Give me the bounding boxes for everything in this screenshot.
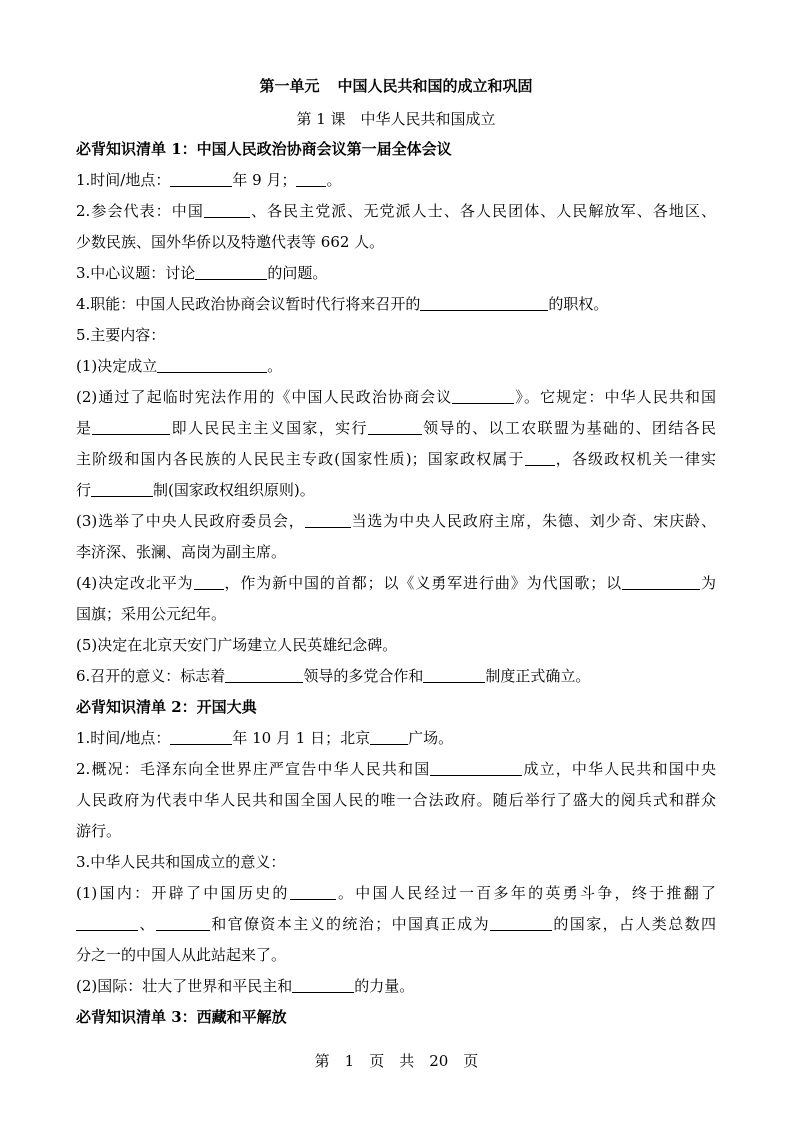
text-segment: 领导的、以工农联盟为基础的、团结各民 <box>421 419 716 437</box>
text-line <box>76 940 716 971</box>
fill-in-blank[interactable] <box>290 884 336 900</box>
text-line <box>76 196 716 227</box>
text-segment: 、各民主党派、无党派人士、各人民团体、人民解放军、各地区、 <box>249 202 716 220</box>
text-segment: (5)决定在北京天安门广场建立人民英雄纪念碑。 <box>76 636 398 654</box>
fill-in-blank[interactable] <box>420 295 548 311</box>
fill-in-blank[interactable] <box>370 729 408 745</box>
text-line <box>76 227 716 258</box>
fill-in-blank[interactable] <box>170 171 232 187</box>
text-line <box>76 413 716 444</box>
text-line <box>76 382 716 413</box>
page-footer: 第 1 页 共 20 页 <box>314 1052 479 1070</box>
fill-in-blank[interactable] <box>92 419 170 435</box>
fill-in-blank[interactable] <box>622 574 700 590</box>
text-segment: 行 <box>76 481 92 499</box>
fill-in-blank[interactable] <box>204 202 250 218</box>
text-segment: ，作为新中国的首都；以《义勇军进行曲》为代国歌；以 <box>223 574 623 592</box>
text-segment: 国旗；采用公元纪年。 <box>76 605 227 623</box>
text-line <box>76 258 716 289</box>
text-segment: 》。它规定：中华人民共和国 <box>514 388 716 406</box>
text-line <box>76 847 716 878</box>
text-line <box>76 661 716 692</box>
text-segment: 、 <box>138 915 156 933</box>
text-segment: 必背知识清单 1：中国人民政治协商会议第一届全体会议 <box>76 140 452 158</box>
unit-label: 第一单元 <box>259 77 320 95</box>
text-segment: 年 10 月 1 日；北京 <box>232 729 371 747</box>
text-segment: 的职权。 <box>548 295 609 313</box>
text-segment: 。中国人民经过一百多年的英勇斗争，终于推翻了 <box>335 884 716 902</box>
text-segment: 。 <box>326 171 342 189</box>
text-segment: 1.时间/地点： <box>76 171 171 189</box>
fill-in-blank[interactable] <box>296 171 326 187</box>
text-line <box>76 506 716 537</box>
text-segment: (1)国内：开辟了中国历史的 <box>76 884 290 902</box>
text-line <box>76 878 716 909</box>
text-segment: (3)选举了中央人民政府委员会， <box>76 512 305 530</box>
text-segment: (2)通过了起临时宪法作用的《中国人民政治协商会议 <box>76 388 453 406</box>
text-line <box>76 475 716 506</box>
text-segment: 年 9 月； <box>232 171 297 189</box>
text-line <box>76 320 716 351</box>
text-line <box>76 630 716 661</box>
fill-in-blank[interactable] <box>305 512 351 528</box>
text-segment: (4)决定改北平为 <box>76 574 194 592</box>
text-line <box>76 971 716 1002</box>
fill-in-blank[interactable] <box>368 419 422 435</box>
text-line <box>76 785 716 816</box>
fill-in-blank[interactable] <box>490 915 552 931</box>
text-line <box>76 599 716 630</box>
fill-in-blank[interactable] <box>452 388 514 404</box>
fill-in-blank[interactable] <box>76 915 138 931</box>
text-line <box>76 568 716 599</box>
section-heading <box>76 692 716 723</box>
text-segment: 6.召开的意义：标志着 <box>76 667 226 685</box>
text-segment: 制度正式确立。 <box>485 667 591 685</box>
text-segment: 即人民民主主义国家，实行 <box>170 419 368 437</box>
unit-topic: 中国人民共和国的成立和巩固 <box>337 77 533 95</box>
text-segment: 2.概况：毛泽东向全世界庄严宣告中华人民共和国 <box>76 760 431 778</box>
text-line <box>76 444 716 475</box>
text-segment: 5.主要内容： <box>76 326 166 344</box>
text-line <box>76 816 716 847</box>
fill-in-blank[interactable] <box>170 729 232 745</box>
fill-in-blank[interactable] <box>194 574 224 590</box>
text-line <box>76 909 716 940</box>
section-heading <box>76 134 716 165</box>
text-segment: 1.时间/地点： <box>76 729 171 747</box>
text-segment: 领导的多党合作和 <box>303 667 424 685</box>
text-segment: 3.中心议题：讨论 <box>76 264 196 282</box>
text-segment: 的问题。 <box>267 264 328 282</box>
text-segment: (1)决定成立 <box>76 357 158 375</box>
text-segment: 4.职能：中国人民政治协商会议暂时代行将来召开的 <box>76 295 421 313</box>
text-line <box>76 351 716 382</box>
text-segment: 少数民族、国外华侨以及特邀代表等 662 人。 <box>76 233 385 251</box>
text-segment: 是 <box>76 419 93 437</box>
text-segment: 制(国家政权组织原则)。 <box>153 481 315 499</box>
text-segment: 的国家，占人类总数四 <box>552 915 716 933</box>
text-line <box>76 289 716 320</box>
text-segment: 2.参会代表：中国 <box>76 202 204 220</box>
fill-in-blank[interactable] <box>430 760 522 776</box>
text-segment: 必背知识清单 3：西藏和平解放 <box>76 1008 287 1026</box>
fill-in-blank[interactable] <box>156 915 210 931</box>
text-segment: 广场。 <box>408 729 454 747</box>
text-segment: 分之一的中国人从此站起来了。 <box>76 946 287 964</box>
text-segment: 游行。 <box>76 822 122 840</box>
text-segment: 李济深、张澜、高岗为副主席。 <box>76 543 287 561</box>
document-body <box>76 134 716 1033</box>
fill-in-blank[interactable] <box>91 481 153 497</box>
text-segment: 和官僚资本主义的统治；中国真正成为 <box>209 915 490 933</box>
fill-in-blank[interactable] <box>423 667 485 683</box>
text-segment: (2)国际：壮大了世界和平民主和 <box>76 977 293 995</box>
text-segment: 成立，中华人民共和国中央 <box>522 760 716 778</box>
fill-in-blank[interactable] <box>292 977 354 993</box>
lesson-title: 第 1 课 中华人民共和国成立 <box>296 110 496 128</box>
fill-in-blank[interactable] <box>195 264 267 280</box>
text-line <box>76 723 716 754</box>
document-page <box>76 68 716 1033</box>
text-segment: ，各级政权机关一律实 <box>554 450 716 468</box>
text-segment: 为 <box>700 574 716 592</box>
text-segment: 。 <box>267 357 283 375</box>
text-segment: 当选为中央人民政府主席，朱德、刘少奇、宋庆龄、 <box>350 512 716 530</box>
text-segment: 人民政府为代表中华人民共和国全国人民的唯一合法政府。随后举行了盛大的阅兵式和群众 <box>76 791 716 809</box>
text-line <box>76 754 716 785</box>
section-heading <box>76 1002 716 1033</box>
fill-in-blank[interactable] <box>525 450 555 466</box>
fill-in-blank[interactable] <box>225 667 303 683</box>
text-line <box>76 165 716 196</box>
fill-in-blank[interactable] <box>157 357 267 373</box>
unit-title <box>76 68 716 104</box>
text-segment: 必背知识清单 2：开国大典 <box>76 698 257 716</box>
text-segment: 的力量。 <box>354 977 415 995</box>
text-line <box>76 537 716 568</box>
text-segment: 3.中华人民共和国成立的意义： <box>76 853 286 871</box>
text-segment: 主阶级和国内各民族的人民民主专政(国家性质)；国家政权属于 <box>76 450 525 468</box>
